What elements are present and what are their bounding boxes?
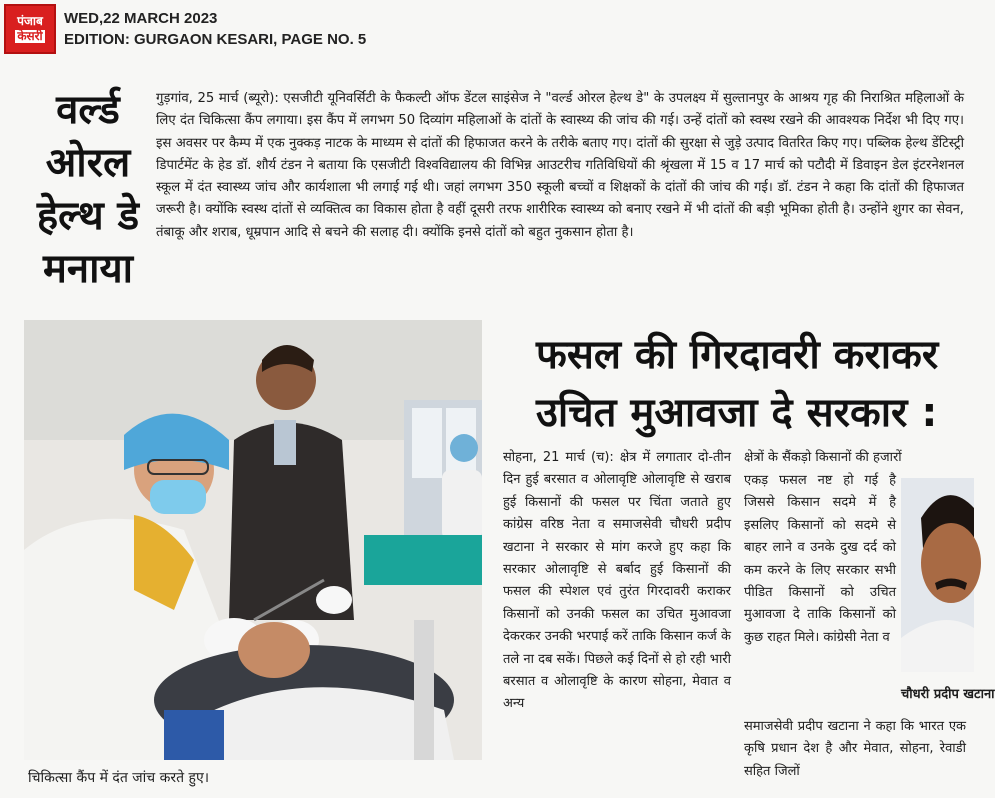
- story1-body: गुड़गांव, 25 मार्च (ब्यूरो): एसजीटी यूनिवर्सिटी के फैकल्टी ऑफ डेंटल साइंसेज ने "वर्ल्ड ओरल हेल्थ डे" के उपलक्ष्य में सुल्तानपुर के आश्रय गृह की निराश्रित महिलाओं के लिए दंत चिकित्सा कैंप लगाया। इस कैंप में लगभग 50 दिव्यांग महिलाओं के दांतों के स्वास्थ्य की जांच की गई। उन्हें दांतों को स्वस्थ रखने की आवश्यक निर्देश भी दिए गए। इस अवसर पर कैम्प में एक नुक्कड़ नाटक के माध्यम से दांतों की हिफाजत करने के तरीके बताए गए। दांतों की सुरक्षा से जुड़े उत्पाद वितरित किए गए। पब्लिक हेल्थ डेंटिस्ट्री डिपार्टमेंट के हेड डॉ. शौर्य टंडन ने बताया कि एसजीटी विश्वविद्यालय की विभिन्न आउटरीच गतिविधियों की श्रृंखला में 15 व 17 मार्च को पटौदी में डिवाइन डेल इंटरनेशनल स्कूल में दंत स्वास्थ्य जांच और कार्यशाला भी लगाई गई थी। जहां लगभग 350 स्कूली बच्चों व शिक्षकों के दांतों की जांच की गई। डॉ. टंडन ने कहा कि दांतों की हिफाजत जरूरी है। क्योंकि स्वस्थ दांतों से व्यक्तित्व का विकास होता है वहीं दूसरी तरफ शारीरिक स्वास्थ्य को बनाए रखने में भी दांतों की बड़ी भूमिका होती है। उन्होंने शुगर का सेवन, तंबाकू और शराब, धूम्रपान आदि से बचने की सलाह दी। क्योंकि इनसे दांतों को बहुत नुकसान होता है।: [156, 91, 964, 240]
- story2-headline: [536, 326, 974, 442]
- story2-column-1: सोहना, 21 मार्च (च): क्षेत्र में लगातार दो-तीन दिन हुई बरसात व ओलावृष्टि ओलावृष्टि से खराब हुई किसानों की फसल पर चिंता जताते हुए कांग्रेस वरिष्ठ नेता व समाजसेवी चौधरी प्रदीप खटाना ने सरकार से मांग करजे हुए कहा कि सरकार ओलावृष्टि से बर्बाद हुई किसानों की फसल की स्पेशल एवं तुरंत गिरदावरी कराकर किसानों को उनकी फसल का उचित मुआवजा देकरकर उनकी भरपाई करें ताकि किसान कर्ज के तले ना दब सकें। पिछले कई दिनों से हो रही भारी बरसात व ओलावृष्टि के कारण सोहना, मेवात व अन्य: [503, 450, 731, 712]
- story1-headline: [28, 84, 148, 296]
- headline-line: उचित मुआवजा दे सरकार :: [536, 390, 938, 436]
- edition-line: EDITION: GURGAON KESARI, PAGE NO. 5: [64, 31, 367, 48]
- portrait-caption: चौधरी प्रदीप खटाना: [901, 687, 995, 702]
- story2-column-2-bottom: समाजसेवी प्रदीप खटाना ने कहा कि भारत एक कृषि प्रधान देश है और मेवात, सोहना, रेवाडी सहित जिलों: [744, 719, 966, 779]
- logo-line-1: पंजाब: [17, 14, 43, 29]
- dental-camp-photo: [24, 320, 482, 760]
- headline-line: हेल्थ डे: [36, 193, 140, 239]
- photo-caption: चिकित्सा कैंप में दंत जांच करते हुए।: [28, 770, 210, 786]
- headline-line: वर्ल्ड: [56, 87, 120, 133]
- newspaper-logo: [4, 4, 56, 54]
- date-line: WED,22 MARCH 2023: [64, 10, 218, 27]
- story2-column-2-middle: एकड़ फसल नष्ट हो गई है जिससे किसान सदमे में है इसलिए किसानों को सदमे से बाहर लाने व उनके दुख दर्द को कम करने के लिए सरकार सभी पीडित किसानों को उचित मुआवजा दे ताकि किसानों को कुछ राहत मिले। कांग्रेसी नेता व: [744, 473, 896, 645]
- headline-line: फसल की गिरदावरी कराकर: [536, 332, 939, 378]
- headline-line: ओरल: [45, 140, 131, 186]
- logo-line-2: केसरी: [17, 29, 43, 43]
- edition-info: [64, 8, 366, 50]
- story2-column-2-top: क्षेत्रों के सैंकड़ो किसानों की हजारों: [744, 450, 902, 465]
- portrait-photo: [901, 478, 974, 672]
- headline-line: मनाया: [42, 246, 134, 292]
